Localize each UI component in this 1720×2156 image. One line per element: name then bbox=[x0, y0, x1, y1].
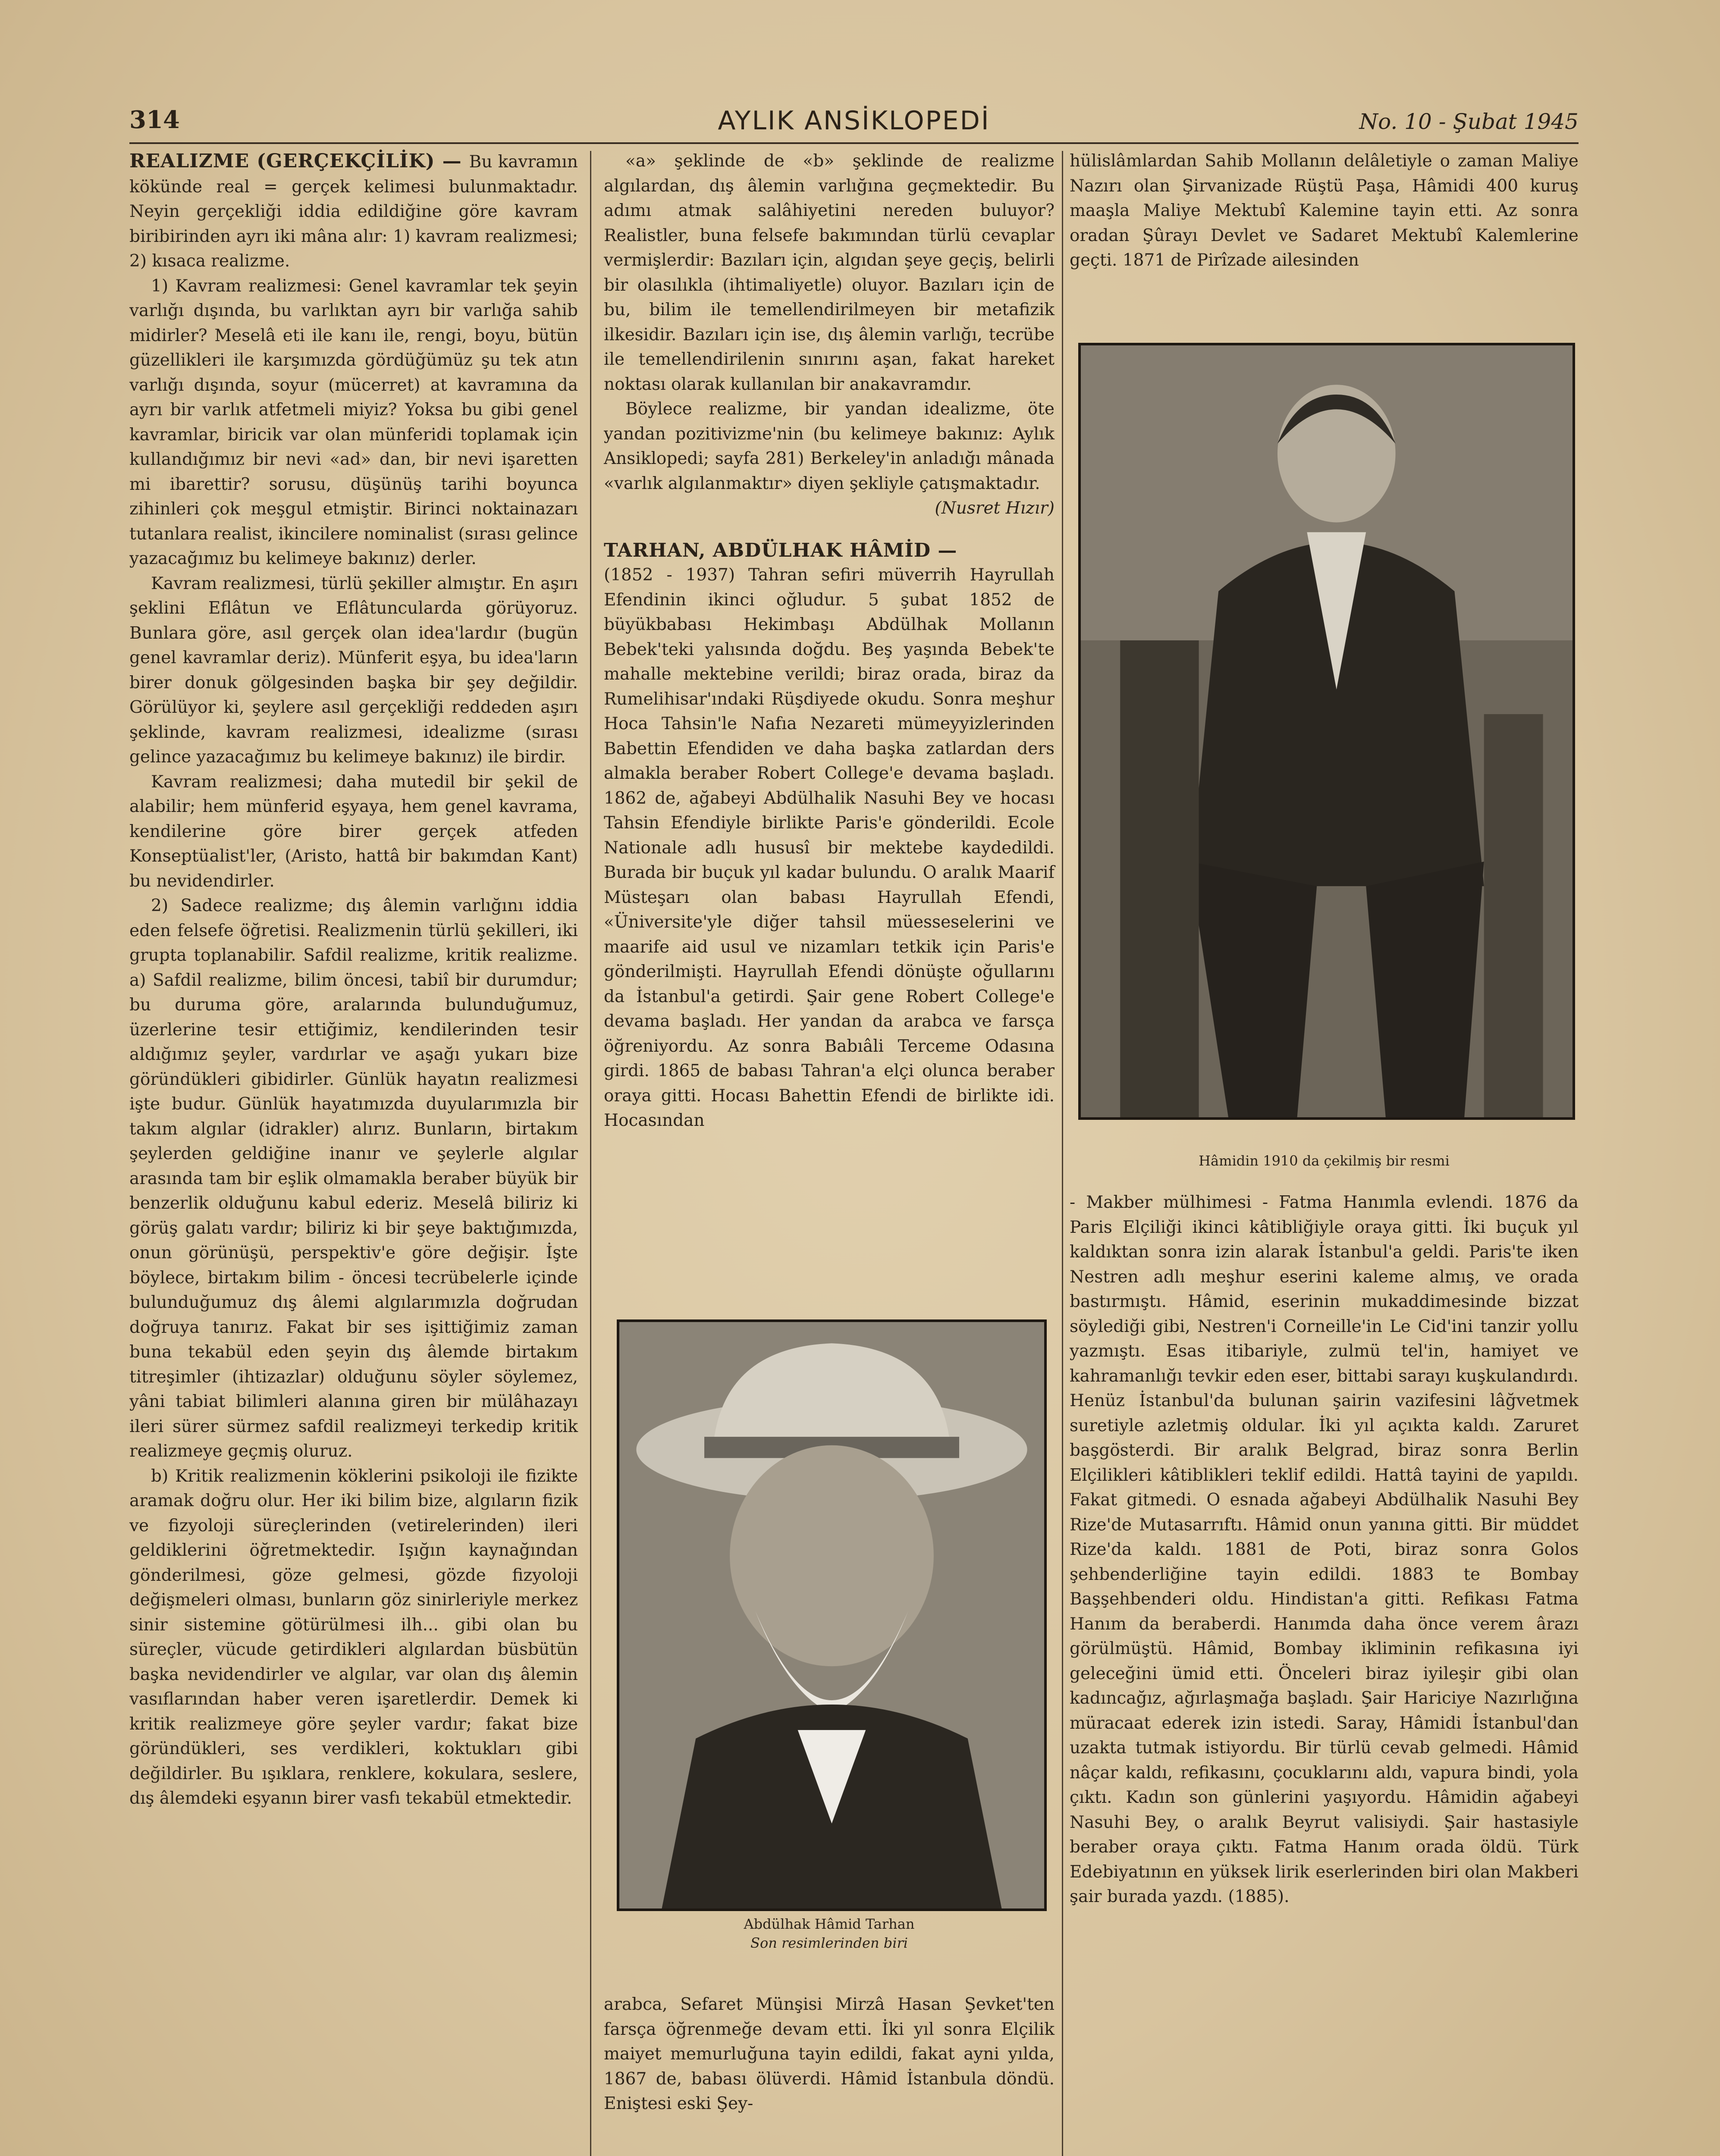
article-continuation bbox=[604, 149, 1055, 1313]
portrait-photo-hat bbox=[617, 1319, 1047, 1911]
realizme-heading: REALIZME (GERÇEKÇİLİK) — bbox=[129, 150, 469, 172]
paragraph: Kavram realizmesi, türlü şekiller almıştır. En aşırı şeklini Eflâtun ve Eflâtuncularda görüyoruz. Bunlara göre, asıl gerçek olan idea'lardır (bugün genel kavramlar deriz). Münferit eşya, bu idea'ların birer donuk gölgesinden başka bir şey değildir. Görülüyor ki, şeylere asıl gerçekliği reddeden aşırı şeklinde, kavram realizmesi, idealizme (sırası gelince yazacağımız bu kelimeye bakınız) ile birdir. bbox=[129, 573, 578, 767]
paragraph: Böylece realizme, bir yandan idealizme, öte yandan pozitivizme'nin (bu kelimeye bakınız: Aylık Ansiklopedi; sayfa 281) Berkeley'in anladığı mânada «varlık algılanmaktır» diyen şekliyle çatışmaktadır. bbox=[604, 399, 1055, 493]
paragraph: (1852 - 1937) Tahran sefiri müverrih Hayrullah Efendinin ikinci oğludur. 5 şubat 1852 de büyükbabası Hekimbaşı Abdülhak Mollanın Bebek'teki yalısında doğdu. Beş yaşında Bebek'te mahalle mektebine verildi; biraz orada, biraz da Rumelihisar'ındaki Rüşdiyede okudu. Sonra meşhur Hoca Tahsin'le Nafıa Nezareti mümeyyizlerinden Babettin Efendiden ve daha başka zatlardan ders almakla beraber Robert College'e devama başladı. 1862 de, ağabeyi Abdülhalik Nasuhi Bey ve hocası Tahsin Efendiyle birlikte Paris'e gönderildi. Ecole Nationale adlı hususî bir mektebe kaydedildi. Burada bir buçuk yıl kadar bulundu. O aralık Maarif Müsteşarı olan babası Hayrullah Efendi, «Üniversite'yle diğer tahsil müesseselerini ve maarife aid usul ve nizamları tetkik için Paris'e gönderilmişti. Hayrullah Efendi dönüşte oğullarını da İstanbul'a getirdi. Şair gene Robert College'e devama başladı. Her yandan da arabca ve farsça öğreniyordu. Az sonra Babıâli Terceme Odasına girdi. 1865 de babası Tahran'a elçi olunca beraber oraya gitti. Hocası Bahettin Efendi de birlikte idi. Hocasından bbox=[604, 565, 1055, 1130]
paragraph: hülislâmlardan Sahib Mollanın delâletiyle o zaman Maliye Nazırı olan Şirvanizade Rüştü Paşa, Hâmidi 400 kuruş maaşla Maliye Mektubî Kalemine tayin etti. Az sonra oradan Şûrayı Devlet ve Sadaret Mektubî Kalemlerine geçti. 1871 de Pirîzade ailesinden bbox=[1070, 151, 1579, 270]
article-tarhan-lower bbox=[1070, 1190, 1579, 2152]
header-rule bbox=[129, 142, 1579, 144]
page-number: 314 bbox=[129, 106, 180, 134]
author-signature: (Nusret Hızır) bbox=[935, 498, 1055, 518]
article-continuation-lower bbox=[604, 1992, 1055, 2156]
portrait-image bbox=[1081, 345, 1572, 1117]
paragraph: - Makber mülhimesi - Fatma Hanımla evlendi. 1876 da Paris Elçiliği ikinci kâtibliğiyle oraya gitti. İki buçuk yıl kaldıktan sonra izin alarak İstanbul'a geldi. Paris'te iken Nestren adlı meşhur eserini kaleme almış, ve orada bastırmıştı. Hâmid, eserinin mukaddimesinde bizzat söylediği gibi, Nestren'i Corneille'in Le Cid'ini tanzir yollu yazmıştı. Esas itibariyle, zulmü tel'in, hamiyet ve kahramanlığı tevkir eden eser, bittabi sarayı kuşkulandırdı. Henüz İstanbul'da bulunan şairin vazifesini lâğvetmek suretiyle azletmiş oldular. İki yıl açıkta kaldı. Zaruret başgösterdi. Bir aralık Belgrad, biraz sonra Berlin Elçilikleri kâtiblikleri teklif edildi. Hattâ tayini de yapıldı. Fakat gitmedi. O esnada ağabeyi Abdülhalik Nasuhi Bey Rize'de Mutasarrıftı. Hâmid onun yanına gitti. Bir müddet Rize'da kaldı. 1881 de Poti, biraz sonra Golos şehbenderliğine tayin edildi. 1883 te Bombay Başşehbenderi oldu. Hindistan'a gitti. Refikası Fatma Hanım da beraberdi. Hanımda daha önce verem ârazı görülmüştü. Hâmid, Bombay ikliminin refikasına iyi geleceğini ümid etti. Önceleri biraz iyileşir gibi olan kadıncağız, ağırlaşmağa başladı. Şair Hariciye Nazırlığına müracaat ederek izin istedi. Saray, Hâmidi İstanbul'dan uzakta tutmak istiyordu. Bir türlü cevab gelmedi. Hâmid nâçar kaldı, refikasını, çocuklarını aldı, vapura bindi, yola çıktı. Kadın son günlerini yaşıyordu. Hâmidin ağabeyi Nasuhi Bey, o aralık Beyrut valisiydi. Şair hastasiyle beraber oraya çıktı. Fatma Hanım orada öldü. Türk Edebiyatının en yüksek lirik eserlerinden biri olan Makberi şair burada yazdı. (1885). bbox=[1070, 1193, 1579, 1906]
photo-caption-2: Hâmidin 1910 da çekilmiş bir resmi bbox=[1199, 1153, 1450, 1169]
issue-info: No. 10 - Şubat 1945 bbox=[1359, 109, 1579, 134]
tarhan-heading: TARHAN, ABDÜLHAK HÂMİD — bbox=[604, 539, 957, 561]
column-divider-1 bbox=[590, 151, 591, 2156]
publication-title: AYLIK ANSİKLOPEDİ bbox=[718, 106, 990, 136]
paragraph: 1) Kavram realizmesi: Genel kavramlar tek şeyin varlığı dışında, bu varlıktan ayrı bir varlığa sahib midirler? Meselâ eti ile kanı ile, rengi, boyu, bütün güzellikleri ile karşımızda gördüğümüz şu tek atın varlığı dışında, soyur (mücerret) at kavramına da ayrı bir varlık atfetmeli miyiz? Yoksa bu gibi genel kavramlar, biricik var olan münferidi toplamak için kullandığımız bir nevi «ad» dan, bir nevi işaretten mi ibarettir? sorusu, düşünüş tarihi boyunca zihinleri çok meşgul etmiştir. Birinci noktainazarı tutanlara realist, ikincilere nominalist (sırası gelince yazacağımız bu kelimeye bakınız) derler. bbox=[129, 276, 578, 568]
column-divider-2 bbox=[1062, 151, 1063, 2156]
paragraph: arabca, Sefaret Münşisi Mirzâ Hasan Şevket'ten farsça öğrenmeğe devam etti. İki yıl sonra Elçilik maiyet memurluğuna tayin edildi, fakat ayni yılda, 1867 de, babası ölüverdi. Hâmid İstanbula döndü. Eniştesi eski Şey- bbox=[604, 1995, 1055, 2113]
paragraph: Kavram realizmesi; daha mutedil bir şekil de alabilir; hem münferid eşyaya, hem genel kavrama, kendilerine göre birer gerçek atfeden Konseptüalist'ler, (Aristo, hattâ bir bakımdan Kant) bu nevidendirler. bbox=[129, 772, 578, 891]
paragraph: «a» şeklinde de «b» şeklinde de realizme algılardan, dış âlemin varlığına geçmektedir. Bu adımı atmak salâhiyetini nereden buluyor? Realistler, buna felsefe bakımından türlü cevaplar vermişlerdir: Bazıları için, algıdan şeye geçiş, belirli bir olasılıkla (ihtimaliyetle) oluyor. Bazıları için de bu, bilim ile temellendirilmeyen bir metafizik ilkesidir. Bazıları için ise, dış âlemin varlığı, tecrübe ile temellendirilenin sınırını aşan, fakat hareket noktası olarak kullanılan bir anakavramdır. bbox=[604, 151, 1055, 394]
portrait-photo-seated bbox=[1078, 343, 1575, 1120]
caption-name: Abdülhak Hâmid Tarhan bbox=[744, 1916, 915, 1932]
article-realizme bbox=[129, 149, 578, 2156]
photo-caption-1 bbox=[617, 1915, 1042, 1952]
caption-note: Son resimlerinden biri bbox=[750, 1935, 908, 1951]
portrait-image bbox=[619, 1322, 1044, 1908]
paragraph: b) Kritik realizmenin köklerini psikoloji ile fizikte aramak doğru olur. Her iki bilim bize, algıların fizik ve fizyoloji süreçlerinden (vetirelerinden) ileri geldiklerini öğretmektedir. Işığın kaynağından gönderilmesi, göze gelmesi, gözde fizyoloji değişmeleri olması, bunların göz sinirleriyle merkez sinir sistemine götürülmesi ilh... gibi olan bu süreçler, vücude getirdikleri algılardan büsbütün başka nevidendirler ve algılar, var olan dış âlemin vasıflarından haber veren işaretlerdir. Demek ki kritik realizmeye göre şeyler vardır; fakat bize göründükleri, ses verdikleri, koktukları gibi değildirler. Bu ışıklara, renklere, kokulara, seslere, dış âlemdeki eşyanın birer vasfı tekabül etmektedir. bbox=[129, 1466, 578, 1808]
page-header bbox=[129, 106, 1579, 144]
paragraph: 2) Sadece realizme; dış âlemin varlığını iddia eden felsefe öğretisi. Realizmenin türlü şekilleri, iki grupta toplanabilir. Safdil realizme, kritik realizme. a) Safdil realizme, bilim öncesi, tabiî bir durumdur; bu duruma göre, aralarında bulunduğumuz, üzerlerine tesir ettiğimiz, kendilerinden tesir aldığımız şeyler, vardırlar ve aşağı yukarı bize göründükleri gibidirler. Günlük hayatın realizmesi işte budur. Günlük hayatımızda duyularımızla bir takım algılar (idrakler) alırız. Bunların, birtakım şeylerden geldiğine inanır ve şeylerle algılar arasında tam bir eşlik olmamakla beraber büyük bir benzerlik olduğunu kabul ederiz. Meselâ biliriz ki görüş galatı vardır; biliriz ki bir şeye baktığımızda, onun görünüşü, perspektiv'e göre değişir. İşte böylece, birtakım bilim - öncesi tecrübelerle içinde bulunduğumuz dış âlemi algılarımızla doğrudan doğruya tanırız. Fakat bir ses işittiğimiz zaman buna tekabül eden şeyin dış âlemde birtakım titreşimler (ihtizazlar) olduğunu söyler söylemez, yâni tabiat bilimleri alanına giren bir mülâhazayı ileri sürer sürmez safdil realizmeyi terkedip kritik realizmeye geçmiş oluruz. bbox=[129, 896, 578, 1461]
realizme-intro: REALIZME (GERÇEKÇİLİK) — Bu kavramın kökünde real = gerçek kelimesi bulunmaktadır. Neyin gerçekliği iddia edildiğine göre kavram biribirinden ayrı iki mâna alır: 1) kavram realizmesi; 2) kısaca realizme. bbox=[129, 150, 578, 271]
